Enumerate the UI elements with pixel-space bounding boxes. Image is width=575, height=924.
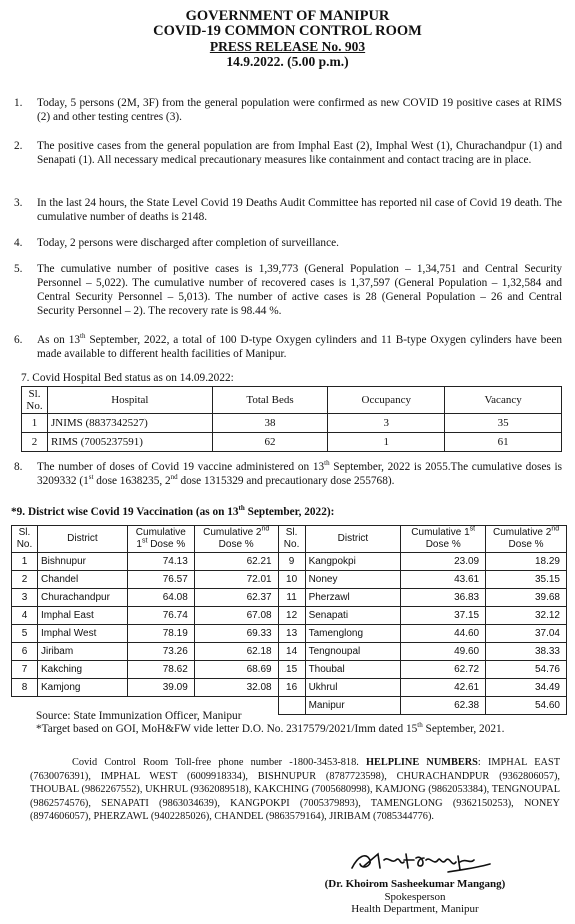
total-district: Manipur — [305, 697, 401, 715]
government-title: GOVERNMENT OF MANIPUR — [185, 8, 390, 24]
point-1-text: Today, 5 persons (2M, 3F) from the general population were confirmed as new COVID 19 positive cases at RIMS (2) and other testing centres (3). — [37, 97, 562, 123]
point-8-text: The number of doses of Covid 19 vaccine administered on 13th September, 2022 is 2055.The cumulative doses is 3209332 (1st dose 1638235, 2nd dose 1315329 and precautionary dose 255768). — [37, 459, 562, 487]
release-date: 14.9.2022. (5.00 p.m.) — [226, 54, 349, 69]
table-row: 5 Imphal West 78.19 69.33 13 Tamenglong 44.60 37.04 — [12, 625, 567, 643]
point-4-text: Today, 2 persons were discharged after completion of surveillance. — [37, 237, 339, 249]
table-row: 3 Churachandpur 64.08 62.37 11 Pherzawl 36.83 39.68 — [12, 589, 567, 607]
table-row: 2 Chandel 76.57 72.01 10 Noney 43.61 35.15 — [12, 571, 567, 589]
document-header — [0, 9, 575, 69]
table-row: 2 RIMS (7005237591) 62 1 61 — [22, 433, 562, 452]
table-header-row — [22, 387, 562, 414]
total-first-dose: 62.38 — [401, 697, 486, 715]
point-3-text: In the last 24 hours, the State Level Covid 19 Deaths Audit Committee has reported nil case of Covid 19 death. The cumulative number of deaths is 2148. — [37, 197, 562, 223]
total-second-dose: 54.60 — [486, 697, 567, 715]
point-4: 4. Today, 2 persons were discharged after completion of surveillance. — [14, 236, 562, 250]
vaccination-table — [11, 525, 567, 715]
signatory-block — [320, 878, 510, 916]
point-3: 3. In the last 24 hours, the State Level Covid 19 Deaths Audit Committee has reported nil case of Covid 19 death. The cumulative number of deaths is 2148. — [14, 197, 562, 223]
point-1: 1. Today, 5 persons (2M, 3F) from the general population were confirmed as new COVID 19 positive cases at RIMS (2) and other testing centres (3). — [14, 97, 562, 123]
col-hospital: Hospital — [47, 387, 212, 414]
hospital-bed-heading: 7. Covid Hospital Bed status as on 14.09.2022: — [21, 372, 234, 384]
point-2: 2. The positive cases from the general population are from Imphal East (2), Imphal West (1), Churachandpur (1) and Senapati (1). All necessary medical precautionary measures like containment and contact tracing are in place. — [14, 140, 562, 166]
hospital-bed-table — [21, 386, 562, 452]
col-sl: Sl. No. — [22, 387, 48, 414]
col-occupancy: Occupancy — [328, 387, 445, 414]
table-row: 1 JNIMS (8837342527) 38 3 35 — [22, 414, 562, 433]
point-8: 8. The number of doses of Covid 19 vaccine administered on 13th September, 2022 is 2055.The cumulative doses is 3209332 (1st dose 1638235, 2nd dose 1315329 and precautionary dose 255768). — [14, 459, 562, 487]
table-row: 6 Jiribam 73.26 62.18 14 Tengnoupal 49.60 38.33 — [12, 643, 567, 661]
point-5-text: The cumulative number of positive cases is 1,39,773 (General Population – 1,34,751 and Central Security Personnel – 5,022). The cumulative number of recovered cases is 1,37,597 (General Population – 1,32,584 and Central Security Personnel – 5,013). The number of active cases is 28 (General Population – 26 and Central Security Personnel – 2). The recovery rate is 98.44 %. — [37, 263, 562, 317]
table-row: 8 Kamjong 39.09 32.08 16 Ukhrul 42.61 34.49 — [12, 679, 567, 697]
table-header-row: Sl. No. District Cumulative 1st Dose % Cumulative 2nd Dose % Sl. No. District Cumulative 1st Dose % Cumulative 2nd Dose % — [12, 526, 567, 553]
signature — [300, 846, 540, 876]
helpline-numbers: Covid Control Room Toll-free phone number -1800-3453-818. HELPLINE NUMBERS: IMPHAL EAST (7630076391), IMPHAL WEST (6009918334), BISHNUPUR (8787723598), CHURACHANDPUR (9362806057), THOUBAL (9862267552), UKHRUL (9362089518), KAKCHING (7005680998), KAMJONG (9862053384), TENGNOUPAL (9862574576), SENAPATI (9863034639), KANGPOKPI (7005379893), TAMENGLONG (9362150253), NONEY (8974606057), PHERZAWL (9402285026), CHANDEL (9863579164), JIRIBAM (7085344776). — [30, 757, 560, 823]
col-total-beds: Total Beds — [212, 387, 328, 414]
point-6: 6. As on 13th September, 2022, a total of 100 D-type Oxygen cylinders and 11 B-type Oxygen cylinders have been made available to different health facilities of Manipur. — [14, 332, 563, 360]
vaccination-heading: *9. District wise Covid 19 Vaccination (as on 13th September, 2022): — [11, 504, 335, 518]
col-vacancy: Vacancy — [445, 387, 562, 414]
signatory-name: (Dr. Khoirom Sasheekumar Mangang) — [324, 878, 506, 890]
table-row: 4 Imphal East 76.74 67.08 12 Senapati 37.15 32.12 — [12, 607, 567, 625]
point-2-text: The positive cases from the general population are from Imphal East (2), Imphal West (1), Churachandpur (1) and Senapati (1). All necessary medical precautionary measures like containment and contact tracing are in place. — [37, 140, 562, 166]
point-5: 5. The cumulative number of positive cases is 1,39,773 (General Population – 1,34,751 and Central Security Personnel – 5,022). The cumulative number of recovered cases is 1,37,597 (General Population – 1,32,584 and Central Security Personnel – 5,013). The number of active cases is 28 (General Population – 26 and Central Security Personnel – 2). The recovery rate is 98.44 %. — [14, 263, 562, 317]
point-6-text: As on 13th September, 2022, a total of 100 D-type Oxygen cylinders and 11 B-type Oxygen cylinders have been made available to different health facilities of Manipur. — [37, 332, 563, 360]
table-row: 1 Bishnupur 74.13 62.21 9 Kangpokpi 23.09 18.29 — [12, 553, 567, 571]
source-note: Source: State Immunization Officer, Manipur — [36, 710, 242, 722]
target-note: *Target based on GOI, MoH&FW vide letter D.O. No. 2317579/2021/Imm dated 15th September, 2021. — [36, 721, 505, 735]
table-row: 7 Kakching 78.62 68.69 15 Thoubal 62.72 54.76 — [12, 661, 567, 679]
press-release-number: PRESS RELEASE No. 903 — [209, 39, 366, 54]
signatory-title: Spokesperson — [384, 890, 446, 903]
signatory-department: Health Department, Manipur — [351, 903, 479, 915]
control-room-title: COVID-19 COMMON CONTROL ROOM — [153, 23, 422, 39]
